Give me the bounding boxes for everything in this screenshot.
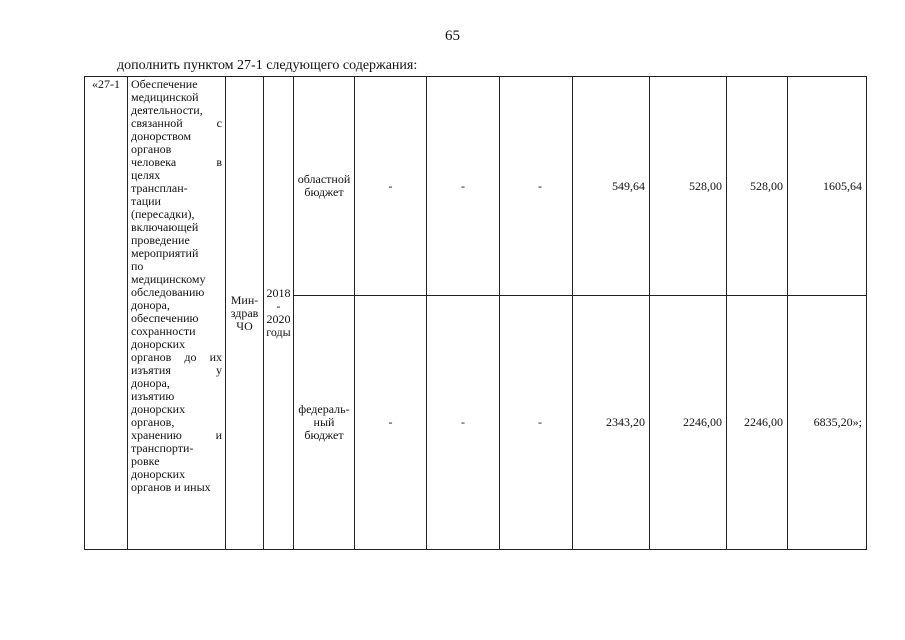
- regional-value-6: 528,00: [727, 77, 788, 296]
- program-table: [84, 76, 867, 550]
- federal-value-5: 2246,00: [650, 296, 727, 550]
- federal-value-2: -: [427, 296, 500, 550]
- regional-value-5: 528,00: [650, 77, 727, 296]
- federal-value-3: -: [500, 296, 573, 550]
- item-description: Обеспечение медицинской деятельности, связанной с донорством органов человека в целях трансплан- тации (пересадки), включающей проведение мероприятий по медицинскому обследованию донора, обеспечению сохранности донорских органов до их изъятия у донора, изъятию донорских органов, хранению и транспорти- ровке донорских органов и иных: [128, 77, 226, 550]
- funding-source-federal: федераль- ный бюджет: [294, 296, 355, 550]
- item-number: «27-1: [85, 77, 128, 550]
- regional-value-2: -: [427, 77, 500, 296]
- table-row: [85, 77, 867, 296]
- regional-total: 1605,64: [788, 77, 867, 296]
- period: 2018 - 2020 годы: [264, 77, 294, 550]
- page-number: 65: [445, 28, 460, 44]
- funding-source-regional: областной бюджет: [294, 77, 355, 296]
- federal-total: 6835,20»;: [788, 296, 867, 550]
- federal-value-6: 2246,00: [727, 296, 788, 550]
- federal-value-4: 2343,20: [573, 296, 650, 550]
- regional-value-4: 549,64: [573, 77, 650, 296]
- regional-value-3: -: [500, 77, 573, 296]
- executor: Мин- здрав ЧО: [226, 77, 264, 550]
- intro-text: дополнить пунктом 27-1 следующего содержания:: [117, 58, 418, 73]
- federal-value-1: -: [355, 296, 427, 550]
- regional-value-1: -: [355, 77, 427, 296]
